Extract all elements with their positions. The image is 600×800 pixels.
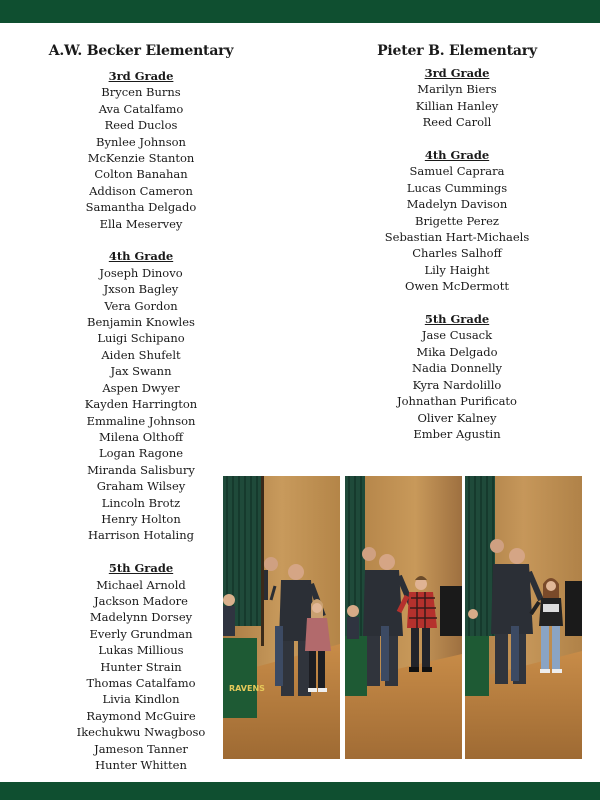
student-name: Milena Olthoff [98,429,184,444]
student-name: Thomas Catalfamo [86,676,196,690]
student-name: Colton Banahan [94,167,188,182]
student-name: McKenzie Stanton [87,151,195,166]
student-name: Livia Kindlon [102,692,180,707]
student-name: Michael Arnold [96,577,186,592]
student-name: Joseph Dinovo [99,265,183,280]
student-name: Kayden Harrington [84,397,198,412]
student-name: Jase Cusack [421,328,493,343]
student-name: Jax Swann [110,364,172,379]
student-name: Emmaline Johnson [86,413,196,428]
student-name: Harrison Hotaling [88,528,194,543]
student-name: Lukas Millious [98,643,184,658]
becker-grade4-heading: 4th Grade [108,249,174,264]
student-name: Brycen Burns [101,85,181,100]
ravens-banner-text-1: RAVENS [229,684,265,693]
student-name: Killian Hanley [415,98,499,113]
student-name: Vera Gordon [104,298,178,313]
student-name: Miranda Salisbury [87,462,195,477]
student-name: Johnathan Purificato [397,394,517,409]
student-name: Graham Wilsey [96,479,186,494]
student-name: Hunter Whitten [95,758,187,773]
becker-grade5-list [40,577,242,774]
student-name: Logan Ragone [98,446,184,461]
pieter-grade5-list [356,327,558,442]
student-name: Samuel Caprara [409,164,505,179]
student-name: Raymond McGuire [86,708,196,723]
pieter-grade4-list [356,163,558,294]
student-name: Ava Catalfamo [98,101,184,116]
becker-grade3-heading: 3rd Grade [108,69,174,83]
becker-school-title: A.W. Becker Elementary [48,43,234,59]
student-name: Marilyn Biers [417,82,497,97]
student-name: Kyra Nardolillo [412,377,502,392]
student-name: Oliver Kalney [417,410,497,425]
student-name: Lucas Cummings [406,180,508,195]
student-name: Samantha Delgado [85,200,197,215]
student-name: Henry Holton [101,511,181,526]
pieter-school-title: Pieter B. Elementary [377,43,537,59]
student-name: Brigette Perez [415,213,499,228]
student-name: Everly Grundman [89,626,193,641]
student-name: Reed Duclos [104,118,178,133]
student-name: Nadia Donnelly [411,361,503,376]
student-name: Ikechukwu Nwagboso [76,725,206,740]
award-photo-1 [223,476,340,759]
student-name: Madelyn Davison [406,197,508,212]
student-name: Jackson Madore [94,593,188,608]
pieter-grade5-heading: 5th Grade [424,312,490,327]
student-name: Benjamin Knowles [87,315,195,330]
student-name: Madelynn Dorsey [89,610,193,625]
becker-grade5-heading: 5th Grade [108,561,174,576]
student-name: Reed Caroll [422,115,492,130]
student-name: Bynlee Johnson [96,134,186,149]
student-name: Mika Delgado [416,344,498,359]
student-name: Ember Agustin [413,426,501,441]
top-band [0,0,600,23]
student-name: Aiden Shufelt [101,347,181,362]
pieter-grade4-heading: 4th Grade [424,148,490,163]
student-name: Hunter Strain [100,659,182,674]
student-name: Jxson Bagley [103,282,179,297]
becker-grade3-list [40,84,242,232]
student-name: Luigi Schipano [97,331,185,346]
bottom-band [0,782,600,800]
becker-column [40,42,242,773]
becker-grade4-list [40,265,242,544]
student-name: Aspen Dwyer [102,380,180,395]
student-name: Lily Haight [424,262,490,277]
student-name: Jameson Tanner [94,741,188,756]
student-name: Charles Salhoff [412,246,502,261]
student-name: Addison Cameron [89,183,193,198]
pieter-grade3-list [356,81,558,130]
student-name: Sebastian Hart-Michaels [384,230,530,245]
award-photo-3 [465,476,582,759]
student-name: Owen McDermott [405,279,509,294]
student-name: Lincoln Brotz [101,495,181,510]
award-photo-2 [345,476,462,759]
pieter-column [356,42,558,442]
student-name: Ella Meservey [99,216,183,231]
pieter-grade3-heading: 3rd Grade [424,66,490,80]
